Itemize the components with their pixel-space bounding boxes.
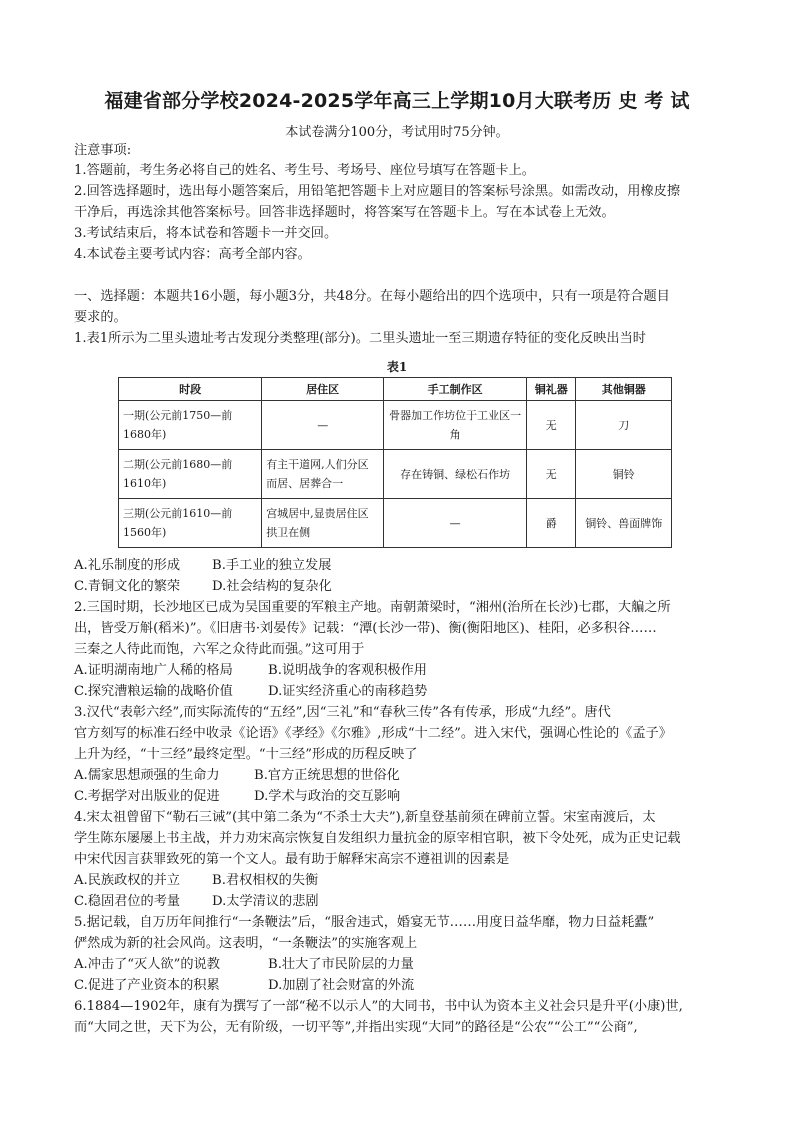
q3-option-d: D.学术与政治的交互影响 [254, 789, 401, 804]
table-cell: 无 [527, 401, 576, 450]
q1-option-d: D.社会结构的复杂化 [212, 579, 332, 594]
q5-stem: 俨然成为新的社会风尚。这表明，“一条鞭法”的实施客观上 [74, 936, 418, 951]
exam-subtitle: 本试卷满分100分，考试用时75分钟。 [285, 125, 509, 140]
q3-stem: 3.汉代“表彰六经”,而实际流传的“五经”,因“三礼”和“春秋三传”各有传承，形成“九经”。唐代 [74, 705, 611, 720]
table-cell: 一期(公元前1750—前1680年) [119, 401, 262, 450]
exam-title: 福建省部分学校2024-2025学年高三上学期10月大联考历 史 考 试 [104, 90, 690, 112]
section-heading: 一、选择题：本题共16小题，每小题3分，共48分。在每小题给出的四个选项中，只有一项是符合题目 [74, 289, 670, 304]
table-cell: 铜铃、兽面牌饰 [576, 499, 672, 548]
table-row [119, 499, 672, 548]
table-header: 铜礼器 [527, 378, 576, 401]
table-cell: 三期(公元前1610—前1560年) [119, 499, 262, 548]
table-cell: 有主干道网,人们分区而居、居葬合一 [262, 450, 384, 499]
note-item: 1.答题前，考生务必将自己的姓名、考生号、考场号、座位号填写在答题卡上。 [74, 163, 535, 178]
q4-stem: 4.宋太祖曾留下“勒石三诫”(其中第二条为“不杀士大夫”),新皇登基前须在碑前立誓。宋室南渡后，太 [74, 810, 656, 825]
q1-table [118, 377, 672, 548]
note-item: 3.考试结束后，将本试卷和答题卡一并交回。 [74, 226, 338, 241]
table-header: 时段 [119, 378, 262, 401]
table-cell: — [384, 499, 527, 548]
q2-option-b: B.说明战争的客观积极作用 [268, 663, 427, 678]
q4-stem: 中宋代因言获罪致死的第一个文人。最有助于解释宋高宗不遵祖训的因素是 [74, 852, 510, 867]
table-cell: 铜铃 [576, 450, 672, 499]
q3-stem: 上升为经，“十三经”最终定型。“十三经”形成的历程反映了 [74, 747, 418, 762]
q3-option-c: C.考据学对出版业的促进 [74, 789, 220, 804]
q1-option-a: A.礼乐制度的形成 [74, 558, 181, 573]
table-header: 其他铜器 [576, 378, 672, 401]
note-item: 2.回答选择题时，选出每小题答案后，用铅笔把答题卡上对应题目的答案标号涂黑。如需改动，用橡皮擦 [74, 184, 681, 199]
q5-stem: 5.据记载，自万历年间推行“一条鞭法”后，“服舍违式，婚宴无节……用度日益华靡，物力日益耗蠹” [74, 915, 655, 930]
table-cell: 骨器加工作坊位于工业区一角 [384, 401, 527, 450]
q2-option-c: C.探究漕粮运输的战略价值 [74, 684, 233, 699]
table-cell: 存在铸铜、绿松石作坊 [384, 450, 527, 499]
q6-stem: 6.1884—1902年，康有为撰写了一部“秘不以示人”的大同书，书中认为资本主义社会只是升平(小康)世, [74, 999, 683, 1014]
table-row [119, 401, 672, 450]
table-caption: 表1 [386, 360, 408, 374]
q2-stem: 2.三国时期，长沙地区已成为吴国重要的军粮主产地。南朝萧梁时，“湘州(治所在长沙)七郡，大艑之所 [74, 600, 671, 615]
q4-stem: 学生陈东屡屡上书主战，并力劝宋高宗恢复自发组织力量抗金的原宰相官职，被下令处死，成为正史记载 [74, 831, 681, 846]
section-heading-cont: 要求的。 [74, 310, 127, 325]
note-item: 4.本试卷主要考试内容：高考全部内容。 [74, 247, 311, 262]
table-cell: 爵 [527, 499, 576, 548]
q5-option-d: D.加剧了社会财富的外流 [268, 978, 415, 993]
q1-stem: 1.表1所示为二里头遗址考古发现分类整理(部分)。二里头遗址一至三期遗存特征的变化反映出当时 [74, 331, 646, 346]
q3-stem: 官方刻写的标准石经中收录《论语》《孝经》《尔雅》,形成“十二经”。进入宋代，强调心性论的《孟子》 [74, 726, 672, 741]
table-header: 手工制作区 [384, 378, 527, 401]
note-item: 干净后，再选涂其他答案标号。回答非选择题时，将答案写在答题卡上。写在本试卷上无效。 [74, 205, 615, 220]
q1-option-b: B.手工业的独立发展 [212, 558, 332, 573]
q2-option-d: D.证实经济重心的南移趋势 [268, 684, 428, 699]
q4-option-d: D.太学清议的悲剧 [212, 894, 319, 909]
table-cell: 二期(公元前1680—前1610年) [119, 450, 262, 499]
table-row [119, 450, 672, 499]
q5-option-c: C.促进了产业资本的积累 [74, 978, 220, 993]
q2-option-a: A.证明湖南地广人稀的格局 [74, 663, 233, 678]
table-cell: 无 [527, 450, 576, 499]
q4-option-b: B.君权相权的失衡 [212, 873, 319, 888]
table-cell: 宫城居中,显贵居住区拱卫在侧 [262, 499, 384, 548]
q2-stem: 出，皆受万斛(稻米)”。《旧唐书·刘晏传》记载：“潭(长沙一带)、衡(衡阳地区)、桂阳，必多积谷…… [74, 621, 657, 636]
q4-option-c: C.稳固君位的考量 [74, 894, 181, 909]
notes-heading: 注意事项: [74, 143, 132, 158]
table-header: 居住区 [262, 378, 384, 401]
table-cell: 刀 [576, 401, 672, 450]
q3-option-b: B.官方正统思想的世俗化 [254, 768, 400, 783]
q1-option-c: C.青铜文化的繁荣 [74, 579, 181, 594]
q5-option-a: A.冲击了“灭人欲”的说教 [74, 957, 220, 972]
q2-stem: 三秦之人待此而饱，六军之众待此而强。”这可用于 [74, 642, 365, 657]
q6-stem: 而“大同之世，天下为公，无有阶级，一切平等”,并指出实现“大同”的路径是“公农”“公工”“公商”, [74, 1020, 638, 1035]
table-header-row [119, 378, 672, 401]
table-cell: — [262, 401, 384, 450]
q5-option-b: B.壮大了市民阶层的力量 [268, 957, 414, 972]
q3-option-a: A.儒家思想顽强的生命力 [74, 768, 220, 783]
q4-option-a: A.民族政权的并立 [74, 873, 181, 888]
